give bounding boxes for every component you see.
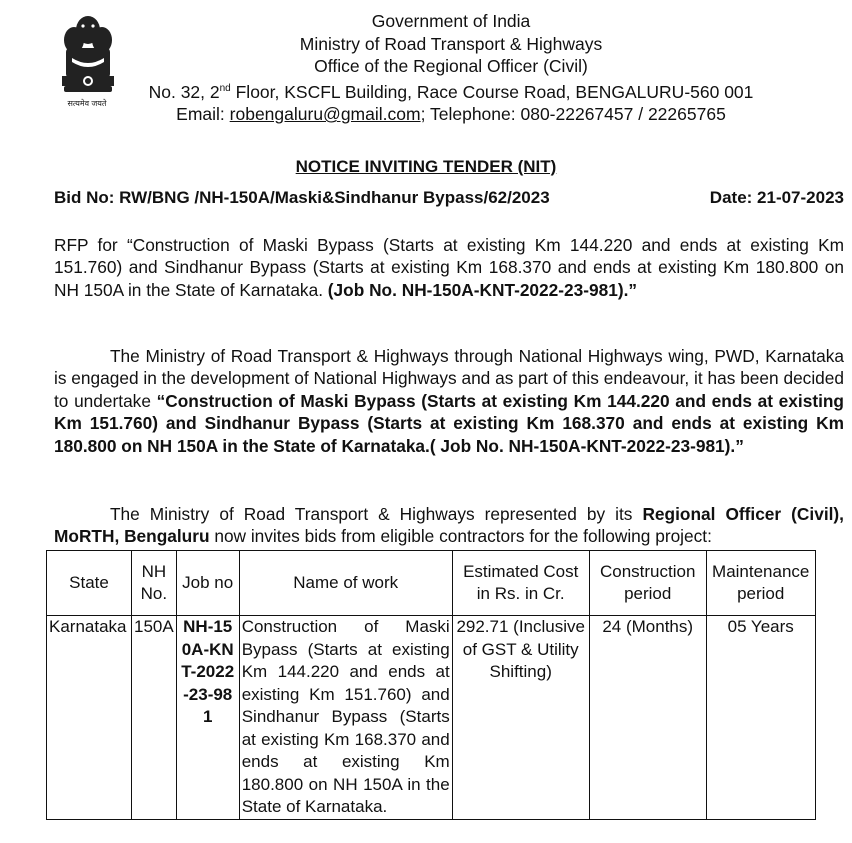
rfp-text: RFP for “Construction of Maski Bypass (Starts at existing Km 144.220 and ends at existing Km 151.760) and Sindhanur Bypass (Starts at existing Km 168.370 and ends at existing Km 180.800 on NH 150A in the State of Karnataka. — [54, 235, 844, 300]
table-row — [47, 616, 816, 820]
header-cost: Estimated Cost in Rs. in Cr. — [452, 551, 589, 616]
header-office: Office of the Regional Officer (Civil) — [314, 56, 588, 77]
header-construction: Construction period — [589, 551, 706, 616]
tender-table — [46, 550, 816, 820]
intro-bold: “Construction of Maski Bypass (Starts at existing Km 144.220 and ends at existing Km 151.760) and Sindhanur Bypass (Starts at existing Km 168.370 and ends at existing Km 180.800 on NH 150A in the State of Karnataka.( Job No. NH-150A-KNT-2022-23-981).” — [54, 390, 844, 456]
intro-paragraph — [54, 345, 844, 457]
bid-number: Bid No: RW/BNG /NH-150A/Maski&Sindhanur Bypass/62/2023 — [54, 188, 550, 207]
header-government: Government of India — [371, 11, 531, 31]
email-link[interactable]: robengaluru@gmail.com — [229, 104, 421, 125]
cell-nh: 150A — [132, 616, 177, 820]
invite-text: The Ministry of Road Transport & Highways represented by its — [110, 504, 643, 524]
address-sup: nd — [219, 82, 231, 94]
letterhead — [120, 10, 782, 126]
intro-text: The Ministry of Road Transport & Highways through National Highways wing, PWD, Karnataka is engaged in the development of National Highways and as part of this endeavour, it has been decided to undertake — [54, 346, 844, 411]
telephone: ; Telephone: 080-22267457 / 22265765 — [420, 104, 726, 125]
cell-construction: 24 (Months) — [589, 616, 706, 820]
notice-title: NOTICE INVITING TENDER (NIT) — [295, 157, 557, 176]
cell-cost: 292.71 (Inclusive of GST & Utility Shifting) — [452, 616, 589, 820]
table-header-row — [47, 551, 816, 616]
header-state: State — [47, 551, 132, 616]
rfp-paragraph — [54, 234, 844, 301]
invite-paragraph — [54, 503, 844, 548]
header-contact — [120, 103, 782, 126]
invite-authority: Regional Officer (Civil), MoRTH, Bengaluru — [54, 504, 844, 547]
address-part: No. 32, 2 — [148, 81, 220, 102]
cell-name: Construction of Maski Bypass (Starts at existing Km 144.220 and ends at existing Km 151.760) and Sindhanur Bypass (Starts at existing Km 168.370 and ends at existing Km 180.800 on NH 150A in the State of Karnataka. — [239, 616, 452, 820]
header-address — [120, 78, 782, 103]
header-name: Name of work — [239, 551, 452, 616]
header-maintenance: Maintenance period — [706, 551, 815, 616]
address-part: Floor, KSCFL Building, Race Course Road, BENGALURU-560 001 — [230, 81, 754, 102]
cell-job: NH-150A-KNT-2022-23-981 — [176, 616, 239, 820]
header-ministry: Ministry of Road Transport & Highways — [299, 33, 603, 54]
bid-date: Date: 21-07-2023 — [709, 188, 844, 207]
bid-line — [54, 188, 844, 208]
header-nh: NH No. — [132, 551, 177, 616]
invite-text-end: now invites bids from eligible contractors for the following project: — [209, 526, 712, 547]
cell-maintenance: 05 Years — [706, 616, 815, 820]
email-label: Email: — [176, 104, 230, 125]
rfp-job: (Job No. NH-150A-KNT-2022-23-981).” — [323, 279, 638, 300]
header-job: Job no — [176, 551, 239, 616]
emblem-motto: सत्यमेव जयते — [67, 99, 107, 108]
cell-state: Karnataka — [47, 616, 132, 820]
